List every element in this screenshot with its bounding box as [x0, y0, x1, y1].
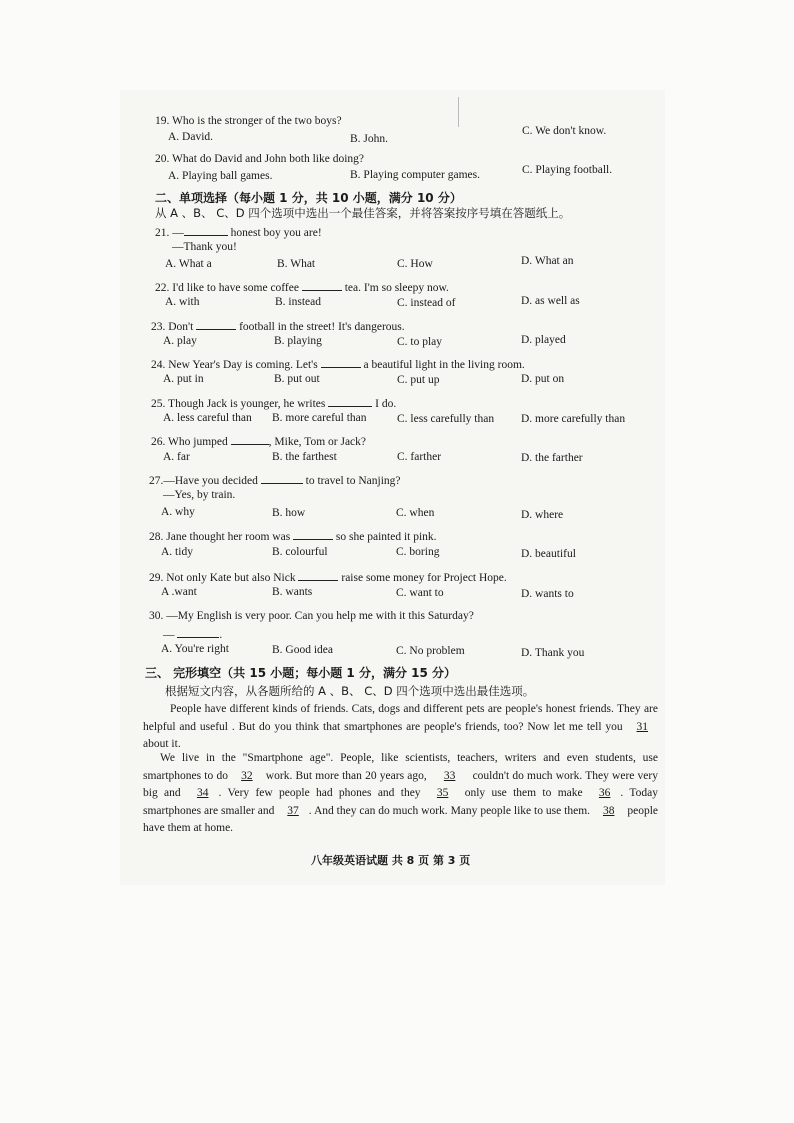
q24-option-a: A. put in	[163, 373, 204, 385]
blank-34: 34	[196, 787, 209, 799]
blank-38: 38	[602, 804, 615, 817]
q19-stem: 19. Who is the stronger of the two boys?	[155, 115, 342, 127]
q23-option-a: A. play	[163, 335, 197, 347]
q29-option-d: D. wants to	[521, 588, 574, 600]
q21-option-b: B. What	[277, 258, 316, 270]
blank-37: 37	[287, 804, 299, 817]
q24-option-d: D. put on	[521, 373, 565, 385]
q28-option-a: A. tidy	[161, 546, 193, 558]
q21-stem: 21. — honest boy you are!	[155, 227, 322, 239]
q25-stem: 25. Though Jack is younger, he writes I do.	[151, 398, 397, 410]
q30-option-c: C. No problem	[396, 645, 465, 657]
q21-response: —Thank you!	[172, 241, 237, 253]
q27-option-d: D. where	[521, 509, 564, 521]
q25-option-a: A. less careful than	[163, 412, 252, 424]
q28-option-c: C. boring	[396, 546, 440, 558]
q30-option-a: A. You're right	[161, 643, 229, 655]
q22-option-a: A. with	[165, 296, 200, 308]
q23-option-d: D. played	[521, 334, 566, 346]
q20-option-a: A. Playing ball games.	[168, 170, 273, 182]
q20-option-b: B. Playing computer games.	[350, 169, 480, 181]
blank-33: 33	[443, 769, 456, 782]
q27-stem: 27.—Have you decided to travel to Nanjing?	[149, 475, 401, 487]
q19-option-a: A. David.	[168, 131, 214, 143]
q26-option-d: D. the farther	[521, 452, 583, 464]
q19-option-b: B. John.	[350, 133, 389, 145]
q28-option-d: D. beautiful	[521, 548, 576, 560]
q24-stem: 24. New Year's Day is coming. Let's a beautiful light in the living room.	[151, 359, 525, 371]
q21-option-a: A. What a	[165, 258, 212, 270]
q29-stem: 29. Not only Kate but also Nick raise some money for Project Hope.	[149, 572, 507, 584]
section-3-title: 三、 完形填空（共 15 小题；每小题 1 分，满分 15 分）	[145, 666, 456, 680]
q29-option-b: B. wants	[272, 586, 313, 598]
column-divider	[458, 97, 459, 127]
q25-option-d: D. more carefully than	[521, 413, 626, 425]
q29-option-a: A .want	[161, 586, 197, 598]
q28-option-b: B. colourful	[272, 546, 328, 558]
q26-option-b: B. the farthest	[272, 451, 337, 463]
q20-stem: 20. What do David and John both like doing?	[155, 153, 364, 165]
q30-response: — .	[163, 629, 223, 641]
blank-31: 31	[636, 720, 648, 733]
q26-option-a: A. far	[163, 451, 190, 463]
q30-option-b: B. Good idea	[272, 644, 334, 656]
q22-option-c: C. instead of	[397, 297, 456, 309]
q30-stem: 30. —My English is very poor. Can you help me with it this Saturday?	[149, 610, 474, 622]
page-footer: 八年级英语试题 共 8 页 第 3 页	[311, 854, 471, 867]
q27-option-a: A. why	[161, 506, 195, 518]
q22-option-b: B. instead	[275, 296, 321, 308]
blank-35: 35	[436, 787, 449, 799]
q22-stem: 22. I'd like to have some coffee tea. I'm so sleepy now.	[155, 282, 449, 294]
q28-stem: 28. Jane thought her room was so she painted it pink.	[149, 531, 437, 543]
q23-option-b: B. playing	[274, 335, 322, 347]
q21-option-d: D. What an	[521, 255, 574, 267]
blank-32: 32	[241, 769, 253, 782]
section-3-instructions: 根据短文内容，从各题所给的 A 、B、 C、D 四个选项中选出最佳选项。	[165, 684, 535, 698]
q24-option-b: B. put out	[274, 373, 320, 385]
q23-option-c: C. to play	[397, 336, 443, 348]
q30-option-d: D. Thank you	[521, 647, 585, 659]
q20-option-c: C. Playing football.	[522, 164, 613, 176]
q19-option-c: C. We don't know.	[522, 125, 607, 137]
q27-option-c: C. when	[396, 507, 435, 519]
q26-stem: 26. Who jumped , Mike, Tom or Jack?	[151, 436, 367, 448]
passage-paragraph-1: People have different kinds of friends. Cats, dogs and different pets are people's honest friends. They are helpful and useful . But do you think that smartphones are people's friends, too? Now let me tell you 31 about it.	[143, 703, 658, 750]
passage-paragraph-2: We live in the "Smartphone age". People, like scientists, teachers, writers and even students, use smartphones to do 32 work. But more than 20 years ago, 33 couldn't do much work. They were very big and 34 . Very few people had phones and they 35 only use them to make 36 . Today smartphones are smaller and 37 . And they can do much work. Many people like to use them. 38 people have them at home.	[143, 752, 659, 834]
section-2-instructions: 从 A 、B、 C、D 四个选项中选出一个最佳答案，并将答案按序号填在答题纸上。	[155, 206, 571, 220]
section-2-title: 二、单项选择（每小题 1 分，共 10 小题，满分 10 分）	[155, 191, 462, 205]
q22-option-d: D. as well as	[521, 295, 580, 307]
q27-response: —Yes, by train.	[163, 489, 236, 501]
q21-option-c: C. How	[397, 258, 433, 270]
q24-option-c: C. put up	[397, 374, 440, 386]
q23-stem: 23. Don't football in the street! It's dangerous.	[151, 321, 405, 333]
q29-option-c: C. want to	[396, 587, 444, 599]
q25-option-b: B. more careful than	[272, 412, 367, 424]
q26-option-c: C. farther	[397, 451, 442, 463]
q27-option-b: B. how	[272, 507, 306, 519]
blank-36: 36	[598, 787, 611, 799]
q25-option-c: C. less carefully than	[397, 413, 495, 425]
